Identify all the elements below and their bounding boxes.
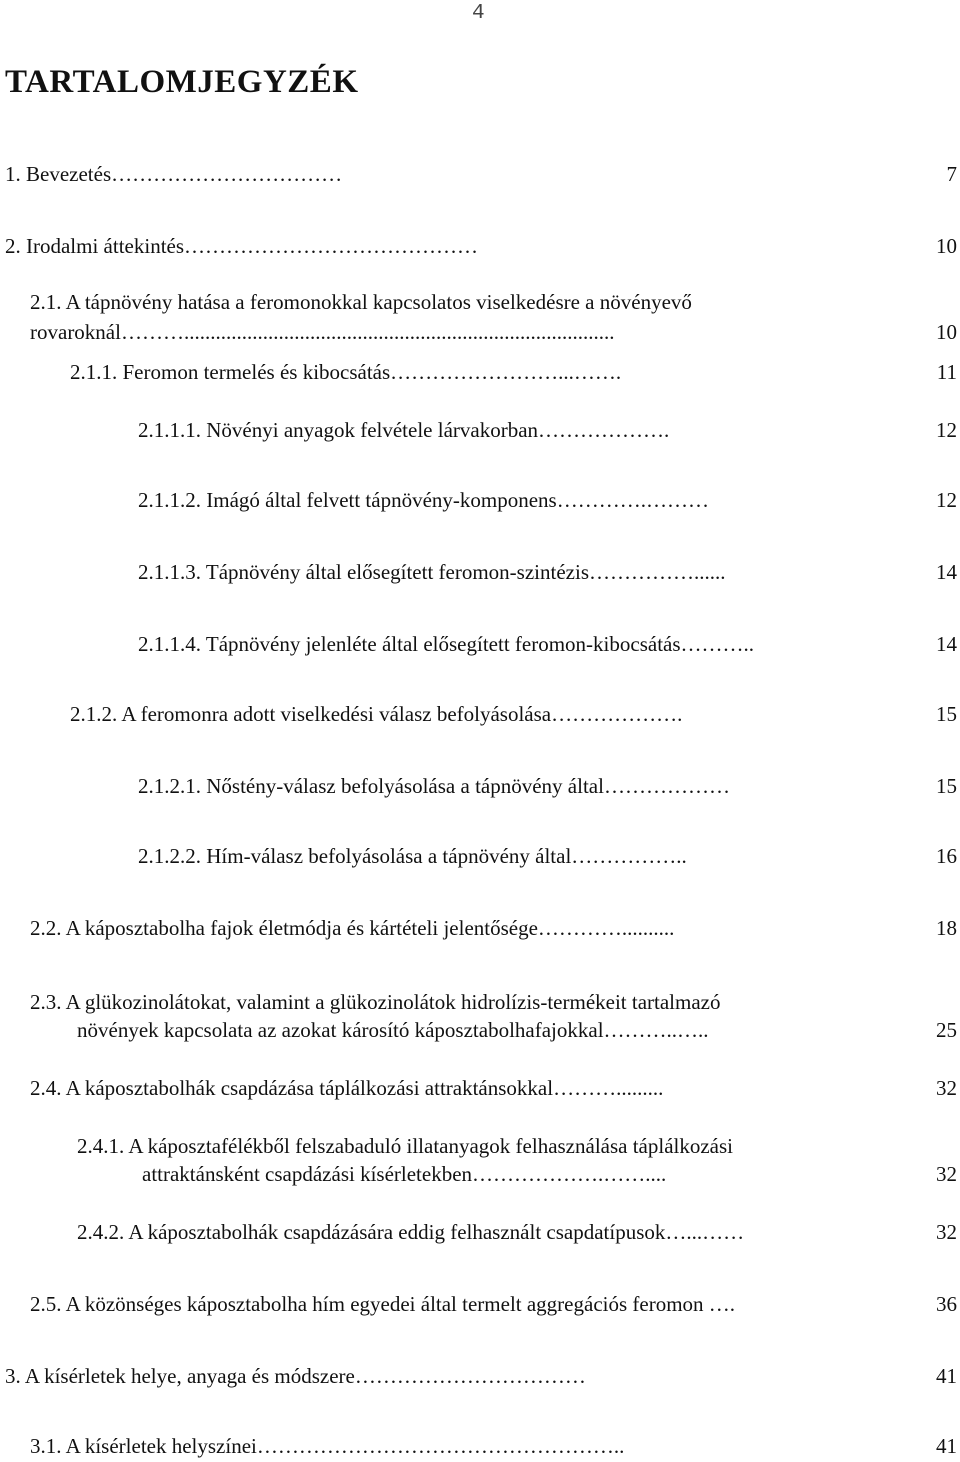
toc-page-2-1-2-1: 15 bbox=[936, 774, 957, 798]
toc-entry-2-5: 2.5. A közönséges káposztabolha hím egyedei által termelt aggregációs feromon …. bbox=[30, 1292, 736, 1316]
toc-page-2-1: 10 bbox=[936, 320, 957, 344]
toc-entry-2-1-2: 2.1.2. A feromonra adott viselkedési válasz befolyásolása………………. bbox=[70, 702, 683, 726]
toc-page-2-1-2: 15 bbox=[936, 702, 957, 726]
toc-page-1: 7 bbox=[946, 162, 957, 186]
toc-entry-2-4-1-line1: 2.4.1. A káposztafélékből felszabaduló illatanyagok felhasználása táplálkozási bbox=[77, 1134, 734, 1158]
toc-page-2-1-1-2: 12 bbox=[936, 488, 957, 512]
toc-entry-2-1-1-2: 2.1.1.2. Imágó által felvett tápnövény-komponens………….……… bbox=[138, 488, 709, 512]
toc-entry-2-4-2: 2.4.2. A káposztabolhák csapdázására eddig felhasznált csapdatípusok…...…… bbox=[77, 1220, 745, 1244]
toc-page-2-4-1: 32 bbox=[936, 1162, 957, 1186]
toc-entry-2-1-1-4: 2.1.1.4. Tápnövény jelenléte által elősegített feromon-kibocsátás……….. bbox=[138, 632, 755, 656]
toc-page-2-4: 32 bbox=[936, 1076, 957, 1100]
toc-entry-2-2: 2.2. A káposztabolha fajok életmódja és kártételi jelentősége………….......... bbox=[30, 916, 675, 940]
page-title: TARTALOMJEGYZÉK bbox=[5, 64, 359, 100]
toc-page-3: 41 bbox=[936, 1364, 957, 1388]
toc-entry-2-1-1: 2.1.1. Feromon termelés és kibocsátás……………………...……. bbox=[70, 360, 622, 384]
toc-page-2-1-1: 11 bbox=[936, 360, 957, 384]
toc-page-2-1-1-4: 14 bbox=[936, 632, 957, 656]
toc-page-2-1-1-3: 14 bbox=[936, 560, 957, 584]
toc-entry-2-1-line1: 2.1. A tápnövény hatása a feromonokkal kapcsolatos viselkedésre a növényevő bbox=[30, 290, 692, 314]
toc-entry-3: 3. A kísérletek helye, anyaga és módszere…………………………… bbox=[5, 1364, 586, 1388]
toc-page-2: 10 bbox=[936, 234, 957, 258]
toc-entry-2-1-2-2: 2.1.2.2. Hím-válasz befolyásolása a tápnövény által…………….. bbox=[138, 844, 687, 868]
toc-entry-1: 1. Bevezetés…………………………… bbox=[5, 162, 343, 186]
toc-page-2-3: 25 bbox=[936, 1018, 957, 1042]
toc-entry-2-4: 2.4. A káposztabolhák csapdázása táplálkozási attraktánsokkal………......... bbox=[30, 1076, 664, 1100]
toc-entry-2-1-1-3: 2.1.1.3. Tápnövény által elősegített feromon-szintézis……………...... bbox=[138, 560, 726, 584]
toc-page-2-4-2: 32 bbox=[936, 1220, 957, 1244]
toc-page-2-1-1-1: 12 bbox=[936, 418, 957, 442]
toc-entry-2-3-line2: növények kapcsolata az azokat károsító káposztabolhafajokkal………..….. bbox=[77, 1018, 709, 1042]
toc-page-3-1: 41 bbox=[936, 1434, 957, 1458]
toc-page-2-1-2-2: 16 bbox=[936, 844, 957, 868]
toc-page-2-2: 18 bbox=[936, 916, 957, 940]
toc-entry-2-1-1-1: 2.1.1.1. Növényi anyagok felvétele lárvakorban………………. bbox=[138, 418, 670, 442]
toc-entry-2-4-1-line2: attraktánsként csapdázási kísérletekben……………….…….... bbox=[142, 1162, 667, 1186]
toc-entry-3-1: 3.1. A kísérletek helyszínei…………………………………………….. bbox=[30, 1434, 625, 1458]
toc-entry-2-1-2-1: 2.1.2.1. Nőstény-válasz befolyásolása a tápnövény által……………… bbox=[138, 774, 730, 798]
toc-entry-2-3-line1: 2.3. A glükozinolátokat, valamint a glükozinolátok hidrolízis-termékeit tartalmazó bbox=[30, 990, 721, 1014]
toc-entry-2-1-line2: rovaroknál……….................................................................................. bbox=[30, 320, 615, 344]
page-number: 4 bbox=[472, 2, 485, 25]
toc-entry-2: 2. Irodalmi áttekintés…………………………………… bbox=[5, 234, 479, 258]
toc-page-2-5: 36 bbox=[936, 1292, 957, 1316]
